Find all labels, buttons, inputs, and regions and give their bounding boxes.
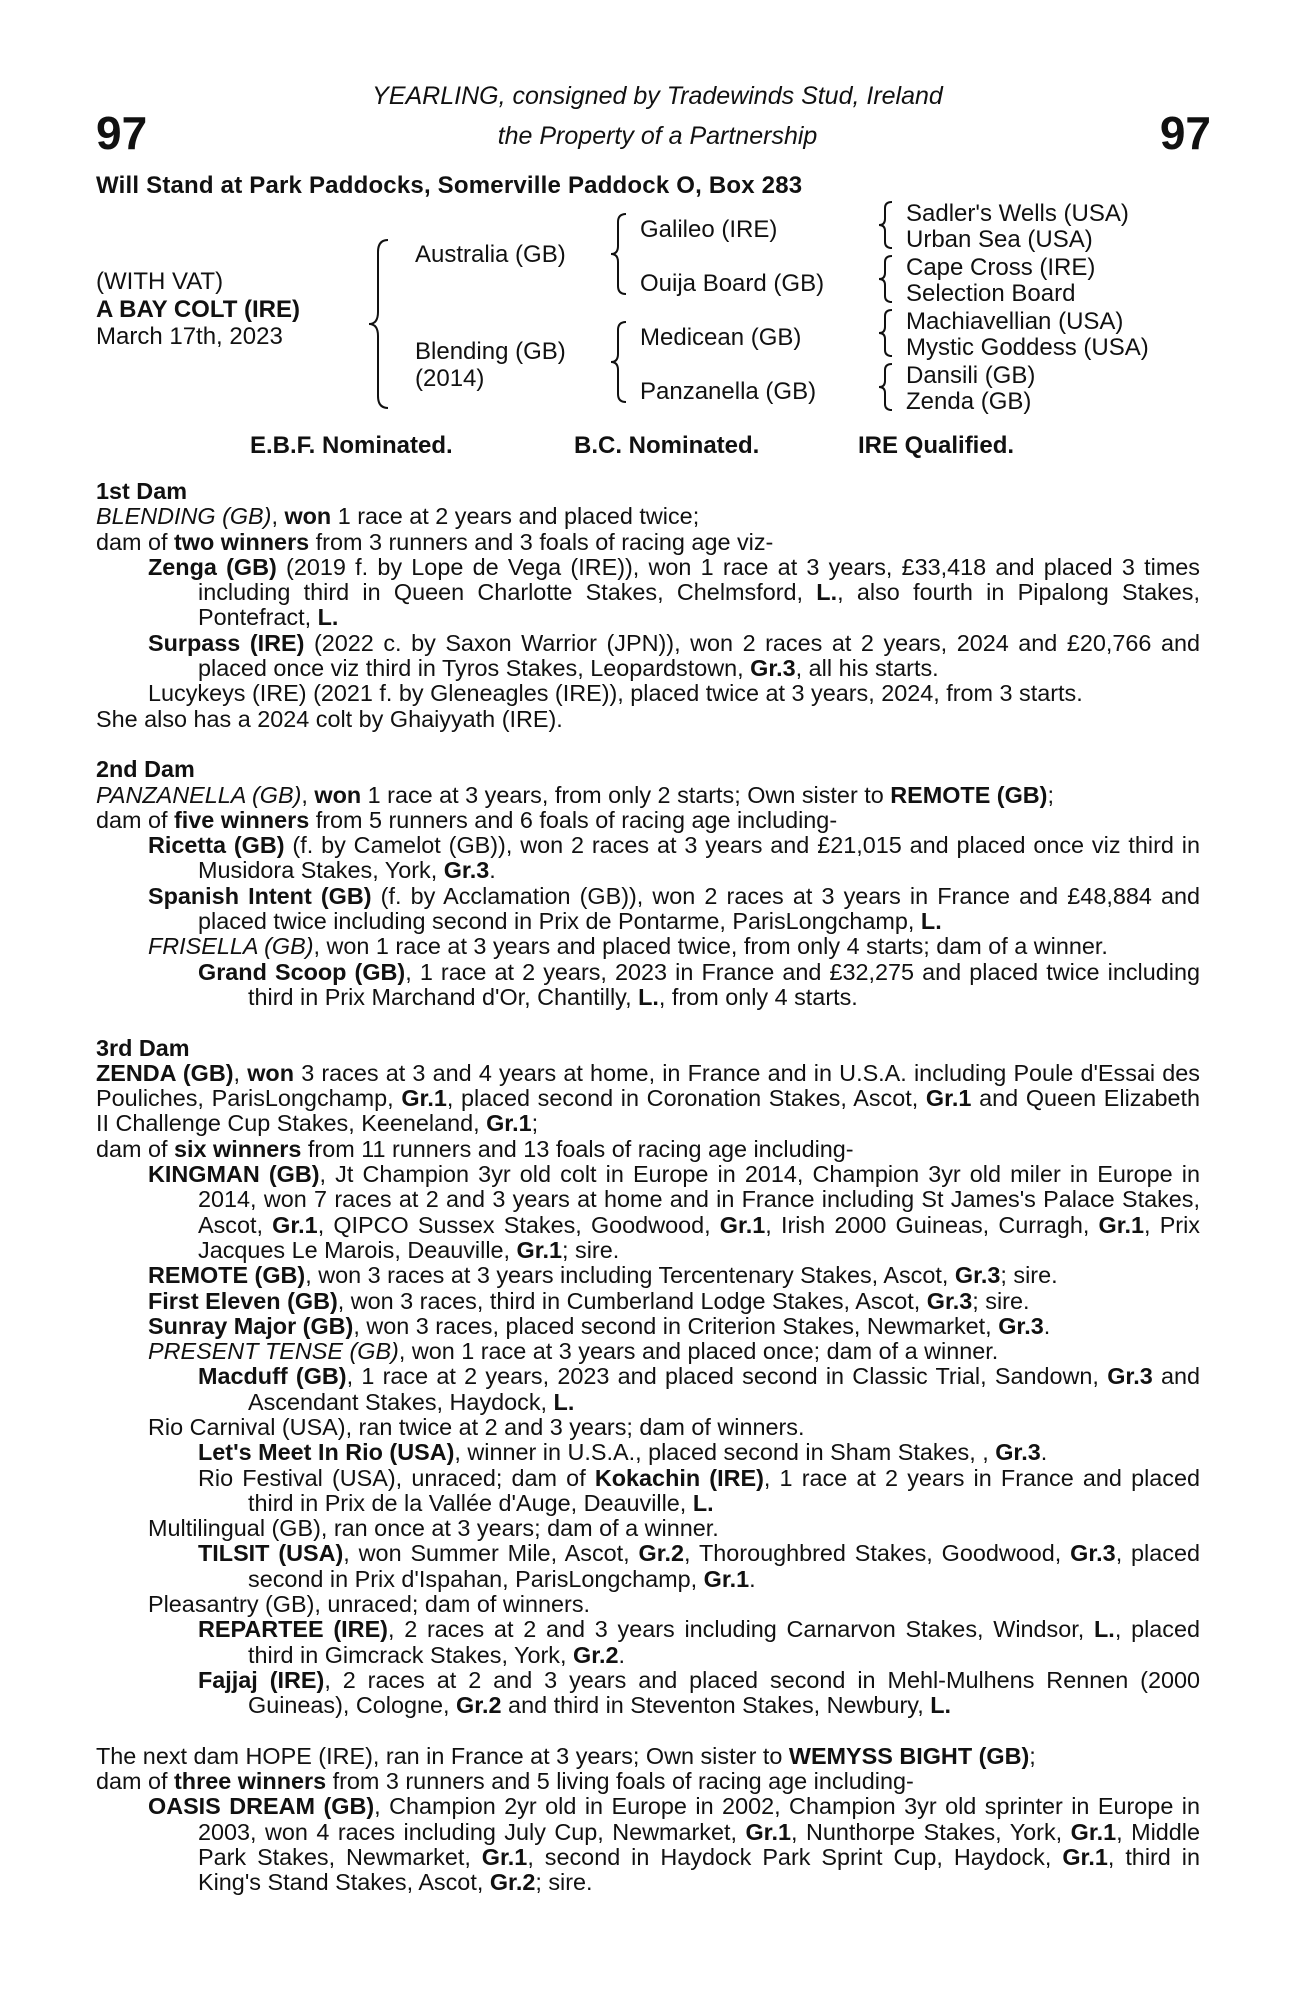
produce-entry: PRESENT TENSE (GB), won 1 race at 3 years and placed once; dam of a winner. xyxy=(148,1338,999,1365)
bc-nomination: B.C. Nominated. xyxy=(574,432,760,459)
property-line: the Property of a Partnership xyxy=(497,122,818,150)
gg-dam-1: Urban Sea (USA) xyxy=(906,226,1093,253)
ebf-nomination: E.B.F. Nominated. xyxy=(250,432,453,459)
produce-entry: REMOTE (GB), won 3 races at 3 years including Tercentenary Stakes, Ascot, Gr.3; sire. xyxy=(148,1262,1058,1289)
sire-dam: Ouija Board (GB) xyxy=(640,270,825,297)
produce-entry: Spanish Intent (GB) (f. by Acclamation (GB)), won 2 races at 3 years in France and £48,884 and placed twice including second in Prix de Pontarme, ParisLongchamp, L. xyxy=(148,882,1200,935)
lot-number-right: 97 xyxy=(1159,107,1211,159)
dam-entry: The next dam HOPE (IRE), ran in France at 3 years; Own sister to WEMYSS BIGHT (GB); xyxy=(96,1742,1036,1769)
produce-entry: Multilingual (GB), ran once at 3 years; dam of a winner. xyxy=(148,1515,719,1542)
produce-entry: Grand Scoop (GB), 1 race at 2 years, 2023 in France and £32,275 and placed twice including third in Prix Marchand d'Or, Chantilly, L., from only 4 starts. xyxy=(198,958,1200,1010)
brace-icon xyxy=(876,254,896,304)
brace-icon xyxy=(876,308,896,358)
foaling-date: March 17th, 2023 xyxy=(96,323,283,350)
consignor-line: YEARLING, consigned by Tradewinds Stud, Ireland xyxy=(372,82,943,110)
brace-icon xyxy=(366,238,392,410)
produce-entry: Lucykeys (IRE) (2021 f. by Gleneagles (IRE)), placed twice at 3 years, 2024, from 3 starts. xyxy=(148,680,1083,707)
section-heading: 2nd Dam xyxy=(96,756,195,783)
produce-entry: First Eleven (GB), won 3 races, third in Cumberland Lodge Stakes, Ascot, Gr.3; sire. xyxy=(148,1287,1030,1314)
produce-note: She also has a 2024 colt by Ghaiyyath (IRE). xyxy=(96,705,563,732)
produce-summary: dam of two winners from 3 runners and 3 foals of racing age viz- xyxy=(96,528,774,555)
ire-qualification: IRE Qualified. xyxy=(858,432,1015,459)
produce-entry: FRISELLA (GB), won 1 race at 3 years and placed twice, from only 4 starts; dam of a winner. xyxy=(148,933,1108,960)
gg-dam-2: Selection Board xyxy=(906,280,1076,307)
produce-summary: dam of five winners from 5 runners and 6 foals of racing age including- xyxy=(96,806,838,833)
horse-name: A BAY COLT (IRE) xyxy=(96,296,301,323)
brace-icon xyxy=(876,362,896,412)
produce-entry: Rio Festival (USA), unraced; dam of Kokachin (IRE), 1 race at 2 years in France and placed third in Prix de la Vallée d'Auge, Deauville, L. xyxy=(198,1464,1200,1516)
gg-sire-2: Cape Cross (IRE) xyxy=(906,254,1096,281)
dam-entry: PANZANELLA (GB), won 1 race at 3 years, from only 2 starts; Own sister to REMOTE (GB); xyxy=(96,781,1054,808)
section-heading: 1st Dam xyxy=(96,478,188,504)
vat-label: (WITH VAT) xyxy=(96,268,224,295)
produce-entry: TILSIT (USA), won Summer Mile, Ascot, Gr.2, Thoroughbred Stakes, Goodwood, Gr.3, placed second in Prix d'Ispahan, ParisLongchamp, Gr.1. xyxy=(198,1540,1200,1592)
catalogue-text xyxy=(96,479,1200,1896)
dam-foaling-year: (2014) xyxy=(415,365,485,392)
produce-entry: Surpass (IRE) (2022 c. by Saxon Warrior (JPN)), won 2 races at 2 years, 2024 and £20,766 and placed once viz third in Tyros Stakes, Leopardstown, Gr.3, all his starts. xyxy=(148,629,1200,682)
brace-icon xyxy=(876,200,896,250)
produce-summary: dam of three winners from 3 runners and 5 living foals of racing age including- xyxy=(96,1768,914,1795)
produce-entry: Let's Meet In Rio (USA), winner in U.S.A., placed second in Sham Stakes, , Gr.3. xyxy=(198,1439,1048,1466)
dam-sire: Medicean (GB) xyxy=(640,324,802,351)
produce-entry: Pleasantry (GB), unraced; dam of winners. xyxy=(148,1591,591,1618)
dam-entry: ZENDA (GB), won 3 races at 3 and 4 years at home, in France and in U.S.A. including Poule d'Essai des Pouliches, ParisLongchamp, Gr.1, placed second in Coronation Stakes, Ascot, Gr.1 and Queen Elizabeth II Challenge Cup Stakes, Keeneland, Gr.1; xyxy=(96,1059,1201,1137)
sire-sire: Galileo (IRE) xyxy=(640,216,778,243)
produce-entry: KINGMAN (GB), Jt Champion 3yr old colt in Europe in 2014, Champion 3yr old miler in Europe in 2014, won 7 races at 2 and 3 years at home and in France including St James's Palace Stakes, Ascot, Gr.1, QIPCO Sussex Stakes, Goodwood, Gr.1, Irish 2000 Guineas, Curragh, Gr.1, Prix Jacques Le Marois, Deauville, Gr.1; sire. xyxy=(148,1161,1200,1263)
produce-summary: dam of six winners from 11 runners and 13 foals of racing age including- xyxy=(96,1135,854,1162)
gg-sire-3: Machiavellian (USA) xyxy=(906,308,1124,335)
gg-sire-4: Dansili (GB) xyxy=(906,362,1036,389)
stand-location: Will Stand at Park Paddocks, Somerville Paddock O, Box 283 xyxy=(96,172,803,199)
gg-sire-1: Sadler's Wells (USA) xyxy=(906,200,1129,227)
gg-dam-3: Mystic Goddess (USA) xyxy=(906,334,1149,361)
produce-entry: Rio Carnival (USA), ran twice at 2 and 3 years; dam of winners. xyxy=(148,1413,805,1440)
produce-entry: Sunray Major (GB), won 3 races, placed second in Criterion Stakes, Newmarket, Gr.3. xyxy=(148,1312,1051,1339)
gg-dam-4: Zenda (GB) xyxy=(906,388,1032,415)
produce-entry: Macduff (GB), 1 race at 2 years, 2023 and placed second in Classic Trial, Sandown, Gr.3 and Ascendant Stakes, Haydock, L. xyxy=(198,1363,1200,1415)
dam-dam: Panzanella (GB) xyxy=(640,378,817,405)
produce-entry: REPARTEE (IRE), 2 races at 2 and 3 years including Carnarvon Stakes, Windsor, L., placed third in Gimcrack Stakes, York, Gr.2. xyxy=(198,1616,1200,1668)
brace-icon xyxy=(608,320,630,404)
section-heading: 3rd Dam xyxy=(96,1034,190,1061)
dam-name: Blending (GB) xyxy=(415,338,566,365)
produce-entry: Fajjaj (IRE), 2 races at 2 and 3 years and placed second in Mehl-Mulhens Rennen (2000 Guineas), Cologne, Gr.2 and third in Steventon Stakes, Newbury, L. xyxy=(198,1666,1200,1719)
produce-entry: OASIS DREAM (GB), Champion 2yr old in Europe in 2002, Champion 3yr old sprinter in Europe in 2003, won 4 races including July Cup, Newmarket, Gr.1, Nunthorpe Stakes, York, Gr.1, Middle Park Stakes, Newmarket, Gr.1, second in Haydock Park Sprint Cup, Haydock, Gr.1, third in King's Stand Stakes, Ascot, Gr.2; sire. xyxy=(148,1793,1201,1896)
brace-icon xyxy=(608,212,630,296)
dam-entry: BLENDING (GB), won 1 race at 2 years and placed twice; xyxy=(96,503,700,530)
produce-entry: Ricetta (GB) (f. by Camelot (GB)), won 2 races at 3 years and £21,015 and placed once viz third in Musidora Stakes, York, Gr.3. xyxy=(148,832,1200,884)
lot-number-left: 97 xyxy=(96,107,148,159)
produce-entry: Zenga (GB) (2019 f. by Lope de Vega (IRE)), won 1 race at 3 years, £33,418 and placed 3 times including third in Queen Charlotte Stakes, Chelmsford, L., also fourth in Pipalong Stakes, Pontefract, L. xyxy=(148,553,1201,631)
sire-name: Australia (GB) xyxy=(415,241,566,268)
